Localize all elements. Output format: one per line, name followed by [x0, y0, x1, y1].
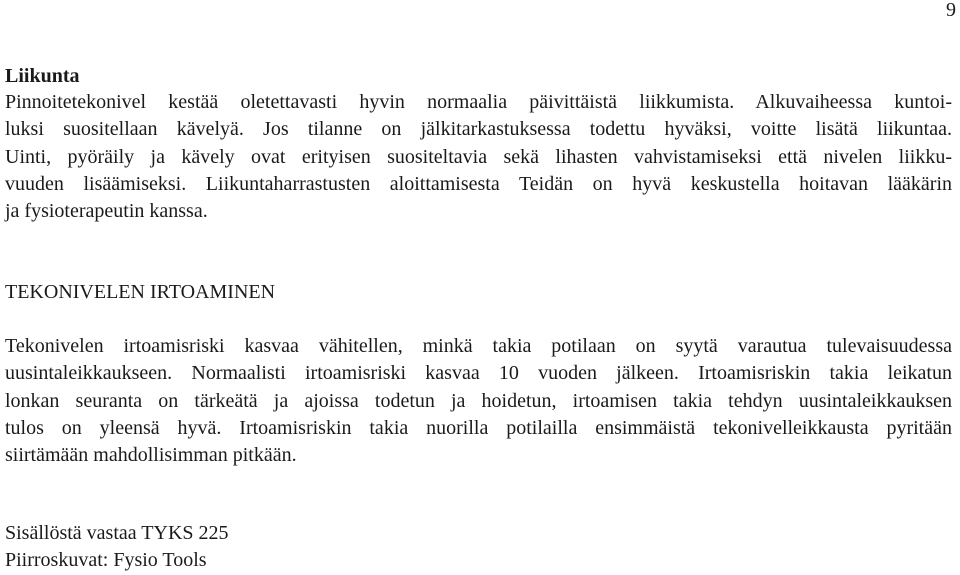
text-line: uusintaleikkaukseen. Normaalisti irtoamisriski kasvaa 10 vuoden jälkeen. Irtoamisriskin takia leikatun [5, 362, 952, 385]
text-line: luksi suositellaan kävelyä. Jos tilanne on jälkitarkastuksessa todettu hyväksi, voitte lisätä liikuntaa. [5, 118, 952, 141]
paragraph-liikunta [5, 89, 952, 225]
illustration-credit: Piirroskuvat: Fysio Tools [5, 549, 207, 571]
text-line: lonkan seuranta on tärkeätä ja ajoissa todetun ja hoidetun, irtoamisen takia tehdyn uusintaleikkauksen [5, 389, 952, 412]
text-line: vuuden lisäämiseksi. Liikuntaharrastusten aloittamisesta Teidän on hyvä keskustella hoitavan lääkärin [5, 172, 952, 195]
section-heading-liikunta: Liikunta [5, 65, 80, 87]
footer-credits [5, 520, 952, 574]
section-tekonivelen-irtoaminen [5, 279, 952, 469]
content-source-credit: Sisällöstä vastaa TYKS 225 [5, 522, 229, 544]
page-number: 9 [946, 0, 956, 21]
section-heading-irtoaminen: TEKONIVELEN IRTOAMINEN [5, 281, 276, 303]
text-line: Uinti, pyöräily ja kävely ovat erityisen suositeltavia sekä lihasten vahvistamiseksi että nivelen liikku- [5, 145, 952, 168]
text-line: Tekonivelen irtoamisriski kasvaa vähitellen, minkä takia potilaan on syytä varautua tulevaisuudessa [5, 335, 952, 357]
text-line: tulos on yleensä hyvä. Irtoamisriskin takia nuorilla potilailla ensimmäistä tekonivelleikkausta pyritään [5, 416, 952, 439]
text-line: ja fysioterapeutin kanssa. [5, 200, 208, 223]
section-liikunta [5, 63, 952, 225]
paragraph-irtoaminen [5, 333, 952, 469]
text-line: siirtämään mahdollisimman pitkään. [5, 444, 297, 467]
text-line: Pinnoitetekonivel kestää oletettavasti hyvin normaalia päivittäistä liikkumista. Alkuvaiheessa kuntoi- [5, 91, 952, 113]
